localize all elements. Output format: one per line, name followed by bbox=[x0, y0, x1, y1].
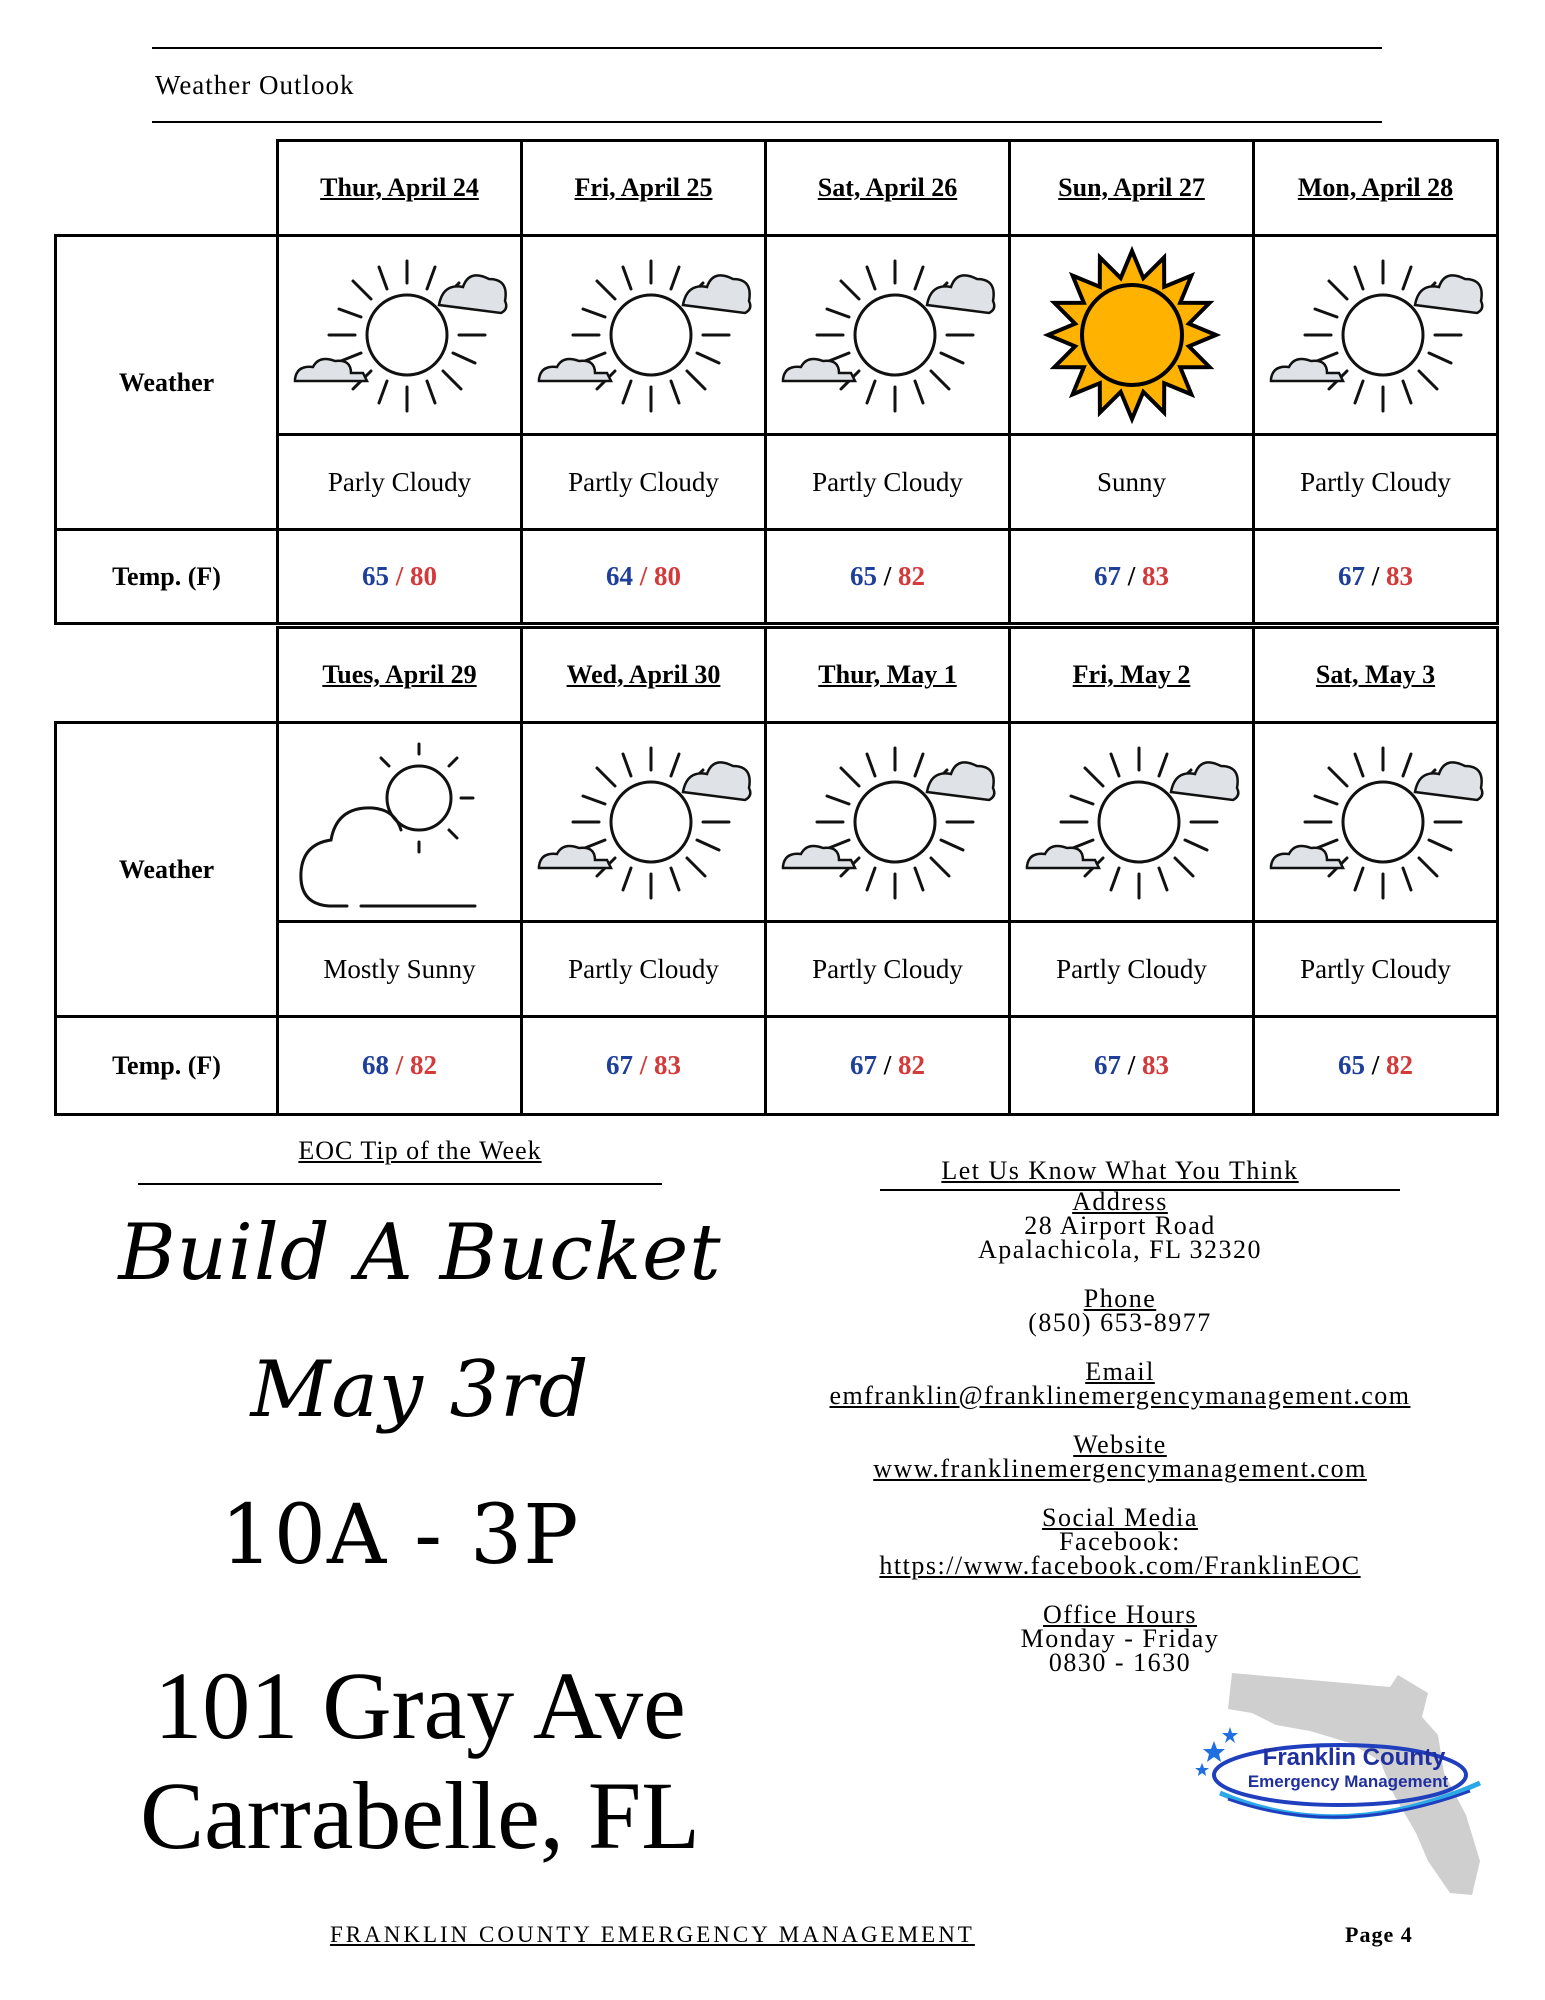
day-header: Thur, May 1 bbox=[766, 628, 1010, 723]
footer-org: FRANKLIN COUNTY EMERGENCY MANAGEMENT bbox=[330, 1922, 975, 1947]
title-rule bbox=[152, 121, 1382, 123]
weather-icon-cell bbox=[766, 236, 1010, 435]
facebook-link[interactable]: https://www.facebook.com/FranklinEOC bbox=[879, 1551, 1361, 1580]
condition-text: Mostly Sunny bbox=[278, 922, 522, 1017]
partly-cloudy-icon bbox=[533, 239, 755, 431]
contact-details bbox=[800, 1187, 1440, 1677]
partly-cloudy-icon bbox=[533, 726, 755, 918]
contact-heading: Let Us Know What You Think bbox=[941, 1156, 1299, 1185]
temp-low: 67 bbox=[605, 1050, 633, 1080]
temp-separator: / bbox=[1127, 1050, 1136, 1080]
partly-cloudy-icon bbox=[1021, 726, 1243, 918]
temp-cell bbox=[766, 1017, 1010, 1115]
temp-cell bbox=[1010, 1017, 1254, 1115]
day-header: Sat, May 3 bbox=[1254, 628, 1498, 723]
email-link[interactable]: emfranklin@franklinemergencymanagement.com bbox=[829, 1381, 1411, 1410]
tip-heading: EOC Tip of the Week bbox=[298, 1136, 542, 1165]
event-name: Build A Bucket bbox=[118, 1208, 722, 1298]
temp-cell bbox=[278, 530, 522, 624]
weather-table-week1 bbox=[54, 139, 1499, 625]
corner-blank bbox=[56, 628, 278, 723]
temp-low: 65 bbox=[361, 561, 389, 591]
hours-days: Monday - Friday bbox=[1020, 1624, 1220, 1653]
social-label: Social Media bbox=[1042, 1503, 1198, 1532]
weather-icon-cell bbox=[1010, 723, 1254, 922]
temp-cell bbox=[1254, 1017, 1498, 1115]
row-label-weather: Weather bbox=[56, 723, 278, 1017]
partly-cloudy-icon bbox=[777, 726, 999, 918]
temp-high: 83 bbox=[654, 1050, 681, 1080]
event-address-line1: 101 Gray Ave bbox=[154, 1652, 686, 1759]
event-address-line2: Carrabelle, FL bbox=[140, 1762, 700, 1869]
day-header: Wed, April 30 bbox=[522, 628, 766, 723]
weather-table-week2 bbox=[54, 626, 1499, 1116]
email-label: Email bbox=[1085, 1357, 1155, 1386]
website-link[interactable]: www.franklinemergencymanagement.com bbox=[873, 1454, 1367, 1483]
logo-line2: Emergency Management bbox=[1247, 1772, 1449, 1791]
condition-text: Partly Cloudy bbox=[1254, 435, 1498, 530]
tip-rule bbox=[138, 1183, 662, 1185]
weather-icon-cell bbox=[1254, 723, 1498, 922]
day-header: Thur, April 24 bbox=[278, 141, 522, 236]
temp-low: 68 bbox=[361, 1050, 389, 1080]
address-label: Address bbox=[1072, 1187, 1168, 1216]
event-date: May 3rd bbox=[250, 1345, 590, 1435]
weather-icon-cell bbox=[278, 236, 522, 435]
temp-high: 82 bbox=[898, 1050, 925, 1080]
temp-separator: / bbox=[639, 1050, 648, 1080]
temp-high: 80 bbox=[654, 561, 681, 591]
temp-high: 82 bbox=[1386, 1050, 1413, 1080]
temp-separator: / bbox=[395, 561, 404, 591]
website-label: Website bbox=[1073, 1430, 1167, 1459]
address-line2: Apalachicola, FL 32320 bbox=[977, 1235, 1263, 1264]
day-header: Tues, April 29 bbox=[278, 628, 522, 723]
temp-separator: / bbox=[1127, 561, 1136, 591]
temp-cell bbox=[278, 1017, 522, 1115]
phone-number[interactable]: (850) 653-8977 bbox=[1028, 1308, 1212, 1337]
weather-icon-cell bbox=[1254, 236, 1498, 435]
temp-low: 67 bbox=[1093, 561, 1121, 591]
top-rule bbox=[152, 47, 1382, 49]
hours-time: 0830 - 1630 bbox=[1048, 1648, 1192, 1677]
partly-cloudy-icon bbox=[289, 239, 511, 431]
temp-low: 67 bbox=[849, 1050, 877, 1080]
weather-icon-cell bbox=[522, 723, 766, 922]
temp-high: 82 bbox=[410, 1050, 437, 1080]
temp-separator: / bbox=[1371, 561, 1380, 591]
temp-high: 83 bbox=[1386, 561, 1413, 591]
temp-cell bbox=[766, 530, 1010, 624]
social-platform: Facebook: bbox=[1059, 1527, 1181, 1556]
address-line1: 28 Airport Road bbox=[1024, 1211, 1216, 1240]
condition-text: Partly Cloudy bbox=[766, 435, 1010, 530]
condition-text: Partly Cloudy bbox=[1010, 922, 1254, 1017]
temp-cell bbox=[1010, 530, 1254, 624]
sunny-icon bbox=[1016, 237, 1248, 433]
temp-high: 82 bbox=[898, 561, 925, 591]
temp-separator: / bbox=[1371, 1050, 1380, 1080]
phone-label: Phone bbox=[1083, 1284, 1157, 1313]
weather-icon-cell bbox=[278, 723, 522, 922]
temp-high: 80 bbox=[410, 561, 437, 591]
temp-low: 67 bbox=[1093, 1050, 1121, 1080]
day-header: Fri, May 2 bbox=[1010, 628, 1254, 723]
temp-separator: / bbox=[639, 561, 648, 591]
partly-cloudy-icon bbox=[1265, 239, 1487, 431]
event-time: 10A - 3P bbox=[220, 1488, 580, 1583]
day-header: Sat, April 26 bbox=[766, 141, 1010, 236]
condition-text: Sunny bbox=[1010, 435, 1254, 530]
temp-cell bbox=[522, 530, 766, 624]
temp-separator: / bbox=[883, 1050, 892, 1080]
day-header: Fri, April 25 bbox=[522, 141, 766, 236]
partly-cloudy-icon bbox=[1265, 726, 1487, 918]
row-label-temp: Temp. (F) bbox=[56, 1017, 278, 1115]
mostly-sunny-icon bbox=[289, 726, 511, 918]
day-header: Sun, April 27 bbox=[1010, 141, 1254, 236]
temp-separator: / bbox=[883, 561, 892, 591]
temp-low: 65 bbox=[1337, 1050, 1365, 1080]
row-label-weather: Weather bbox=[56, 236, 278, 530]
hours-label: Office Hours bbox=[1043, 1600, 1197, 1629]
condition-text: Partly Cloudy bbox=[766, 922, 1010, 1017]
logo-line1: Franklin County bbox=[1262, 1744, 1446, 1771]
temp-cell bbox=[522, 1017, 766, 1115]
temp-low: 65 bbox=[849, 561, 877, 591]
condition-text: Parly Cloudy bbox=[278, 435, 522, 530]
temp-separator: / bbox=[395, 1050, 404, 1080]
temp-low: 64 bbox=[605, 561, 633, 591]
partly-cloudy-icon bbox=[777, 239, 999, 431]
page-number: Page 4 bbox=[1345, 1922, 1413, 1947]
franklin-county-logo bbox=[1180, 1665, 1500, 1905]
section-title: Weather Outlook bbox=[155, 70, 355, 100]
corner-blank bbox=[56, 141, 278, 236]
condition-text: Partly Cloudy bbox=[522, 435, 766, 530]
temp-high: 83 bbox=[1142, 1050, 1169, 1080]
temp-low: 67 bbox=[1337, 561, 1365, 591]
day-header: Mon, April 28 bbox=[1254, 141, 1498, 236]
weather-icon-cell bbox=[766, 723, 1010, 922]
contact-block bbox=[800, 1156, 1440, 1186]
row-label-temp: Temp. (F) bbox=[56, 530, 278, 624]
temp-cell bbox=[1254, 530, 1498, 624]
condition-text: Partly Cloudy bbox=[522, 922, 766, 1017]
weather-icon-cell bbox=[522, 236, 766, 435]
condition-text: Partly Cloudy bbox=[1254, 922, 1498, 1017]
weather-icon-cell bbox=[1010, 236, 1254, 435]
temp-high: 83 bbox=[1142, 561, 1169, 591]
